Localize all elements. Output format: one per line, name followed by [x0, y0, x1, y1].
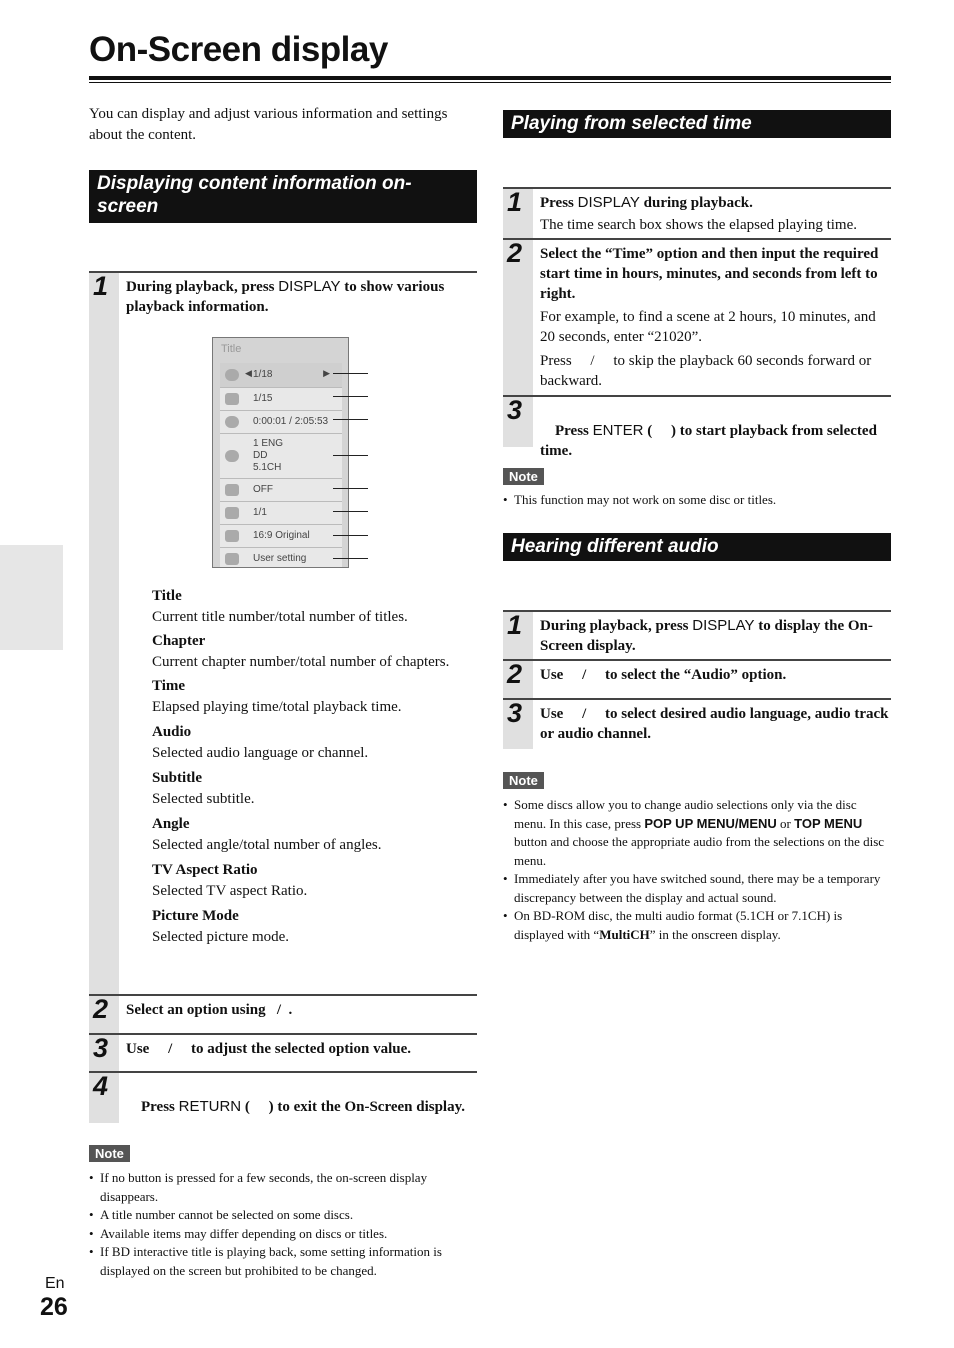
right-note1-list — [503, 491, 891, 510]
note-item: • Some discs allow you to change audio selections only via the disc menu. In this case, press POP UP MENU/MENU or TOP MENU button and choose the appropriate audio from the selections on the disc menu. — [503, 796, 891, 870]
step-2-text: Select the “Time” option and then input the required start time in hours, minutes, and seconds from left to right. For example, to find a scene at 2 hours, 10 minutes, and 20 seconds, enter “21020”. Press / to skip the playback 60 seconds forward or backward. — [540, 246, 879, 389]
note-item: • If no button is pressed for a few seconds, the on-screen display disappears. — [89, 1169, 477, 1206]
step-number-badge: 3 — [503, 397, 533, 447]
disc-icon — [225, 369, 239, 381]
subtitle-icon — [225, 484, 239, 496]
step-number-badge: 2 — [503, 661, 533, 698]
return-key: RETURN — [178, 1098, 242, 1115]
callout-line — [333, 511, 368, 512]
right-note2-label-wrap — [503, 772, 544, 790]
note-item: • This function may not work on some disc or titles. — [503, 491, 891, 510]
definition-item: Time Elapsed playing time/total playback time. — [152, 678, 402, 715]
section-header-selected-time: Playing from selected time — [503, 110, 891, 138]
clapper-icon — [225, 393, 239, 405]
page-title: On-Screen display — [89, 30, 388, 69]
note-item: • Available items may differ depending on discs or titles. — [89, 1225, 477, 1244]
step-number-badge: 2 — [503, 240, 533, 395]
osd-row-angle: 1/1 — [220, 502, 342, 525]
intro-text: You can display and adjust various information and settings about the content. — [89, 106, 448, 143]
osd-screenshot — [212, 337, 349, 568]
page-number: 26 — [40, 1293, 68, 1321]
note-item: • A title number cannot be selected on some discs. — [89, 1206, 477, 1225]
section-header-displaying-info: Displaying content information on-screen — [89, 170, 477, 223]
definition-item: Title Current title number/total number of titles. — [152, 588, 408, 625]
display-key: DISPLAY — [692, 617, 755, 634]
section-header-hearing-audio: Hearing different audio — [503, 533, 891, 561]
definition-item: Angle Selected angle/total number of angles. — [152, 816, 382, 853]
camera-icon — [225, 507, 239, 519]
osd-row-audio: 1 ENG DD 5.1CH — [220, 434, 342, 479]
callout-line — [333, 419, 368, 420]
definition-item: Subtitle Selected subtitle. — [152, 770, 255, 807]
display-key: DISPLAY — [577, 194, 640, 211]
language-label: En — [45, 1275, 65, 1292]
left-step-2 — [89, 994, 477, 1033]
step-1-text: During playback, press DISPLAY to display the On-Screen display. — [540, 617, 873, 654]
palette-icon — [225, 553, 239, 565]
step-3-text: Press ENTER ( ) to start playback from selected time. — [540, 422, 881, 459]
clock-icon — [225, 416, 239, 428]
step-number-badge: 2 — [89, 996, 119, 1033]
right-s2-step-1 — [503, 610, 891, 659]
right-s2-step-2 — [503, 659, 891, 698]
note-item: • On BD-ROM disc, the multi audio format (5.1CH or 7.1CH) is displayed with “MultiCH” in the onscreen display. — [503, 907, 891, 944]
enter-key: ENTER — [592, 422, 644, 439]
step-2-text: Select an option using / . — [126, 1002, 293, 1018]
definition-item: Chapter Current chapter number/total number of chapters. — [152, 633, 450, 670]
right-s1-step-1 — [503, 187, 891, 238]
note-label: Note — [89, 1145, 130, 1162]
definition-list — [152, 586, 470, 947]
speaker-icon — [225, 450, 239, 462]
right-note2-list — [503, 796, 891, 944]
callout-line — [333, 396, 368, 397]
step-3-text: Use / to adjust the selected option value. — [126, 1041, 411, 1057]
right-note1-label-wrap — [503, 468, 544, 486]
osd-row-time: 0:00:01 / 2:05:53 — [220, 411, 342, 434]
right-s1-step-3 — [503, 395, 891, 459]
callout-line — [333, 535, 368, 536]
note-item: • Immediately after you have switched sound, there may be a temporary discrepancy between the display and actual sound. — [503, 870, 891, 907]
step-1-text: Press DISPLAY during playback. The time search box shows the elapsed playing time. — [540, 194, 857, 233]
definition-item: Audio Selected audio language or channel. — [152, 724, 369, 761]
left-step-4 — [89, 1071, 477, 1123]
right-s2-step-3 — [503, 698, 891, 749]
display-key: DISPLAY — [278, 278, 341, 295]
callout-line — [333, 558, 368, 559]
arrow-right-icon: ▶ — [323, 368, 330, 378]
right-s1-step-2 — [503, 238, 891, 395]
step-3-text: Use / to select desired audio language, audio track or audio channel. — [540, 706, 893, 742]
callout-line — [333, 373, 368, 374]
step-4-text: Press RETURN ( ) to exit the On-Screen display. — [141, 1098, 466, 1115]
step-number-badge: 4 — [89, 1073, 119, 1123]
side-tab — [0, 545, 63, 650]
osd-row-chapter: 1/15 — [220, 388, 342, 411]
note-label: Note — [503, 772, 544, 789]
osd-row-title: ◀ 1/18 ▶ — [220, 363, 342, 388]
definition-item: TV Aspect Ratio Selected TV aspect Ratio. — [152, 862, 308, 899]
left-note-label-wrap — [89, 1145, 130, 1163]
step-number-badge: 1 — [89, 273, 119, 995]
left-note-list — [89, 1169, 477, 1280]
step-number-badge: 1 — [503, 189, 533, 238]
top-menu-key: TOP MENU — [794, 815, 863, 831]
arrow-left-icon: ◀ — [245, 368, 252, 378]
step-number-badge: 1 — [503, 612, 533, 659]
note-item: • If BD interactive title is playing back, some setting information is displayed on the screen but prohibited to be changed. — [89, 1243, 477, 1280]
title-rule — [89, 76, 891, 80]
note-label: Note — [503, 468, 544, 485]
osd-row-tv-aspect: 16:9 Original — [220, 525, 342, 548]
left-step-3 — [89, 1033, 477, 1072]
osd-header: Title — [221, 343, 242, 355]
title-rule-thin — [89, 82, 891, 83]
definition-item: Picture Mode Selected picture mode. — [152, 908, 290, 945]
callout-line — [333, 455, 368, 456]
pop-up-menu-key: POP UP MENU/MENU — [644, 815, 777, 831]
osd-row-picture-mode: User setting — [220, 548, 342, 568]
tv-icon — [225, 530, 239, 542]
callout-line — [333, 488, 368, 489]
step-1-text: During playback, press DISPLAY to show various playback information. — [126, 278, 445, 315]
step-2-text: Use / to select the “Audio” option. — [540, 667, 787, 683]
step-number-badge: 3 — [503, 700, 533, 749]
step-number-badge: 3 — [89, 1035, 119, 1072]
osd-row-subtitle: OFF — [220, 479, 342, 502]
